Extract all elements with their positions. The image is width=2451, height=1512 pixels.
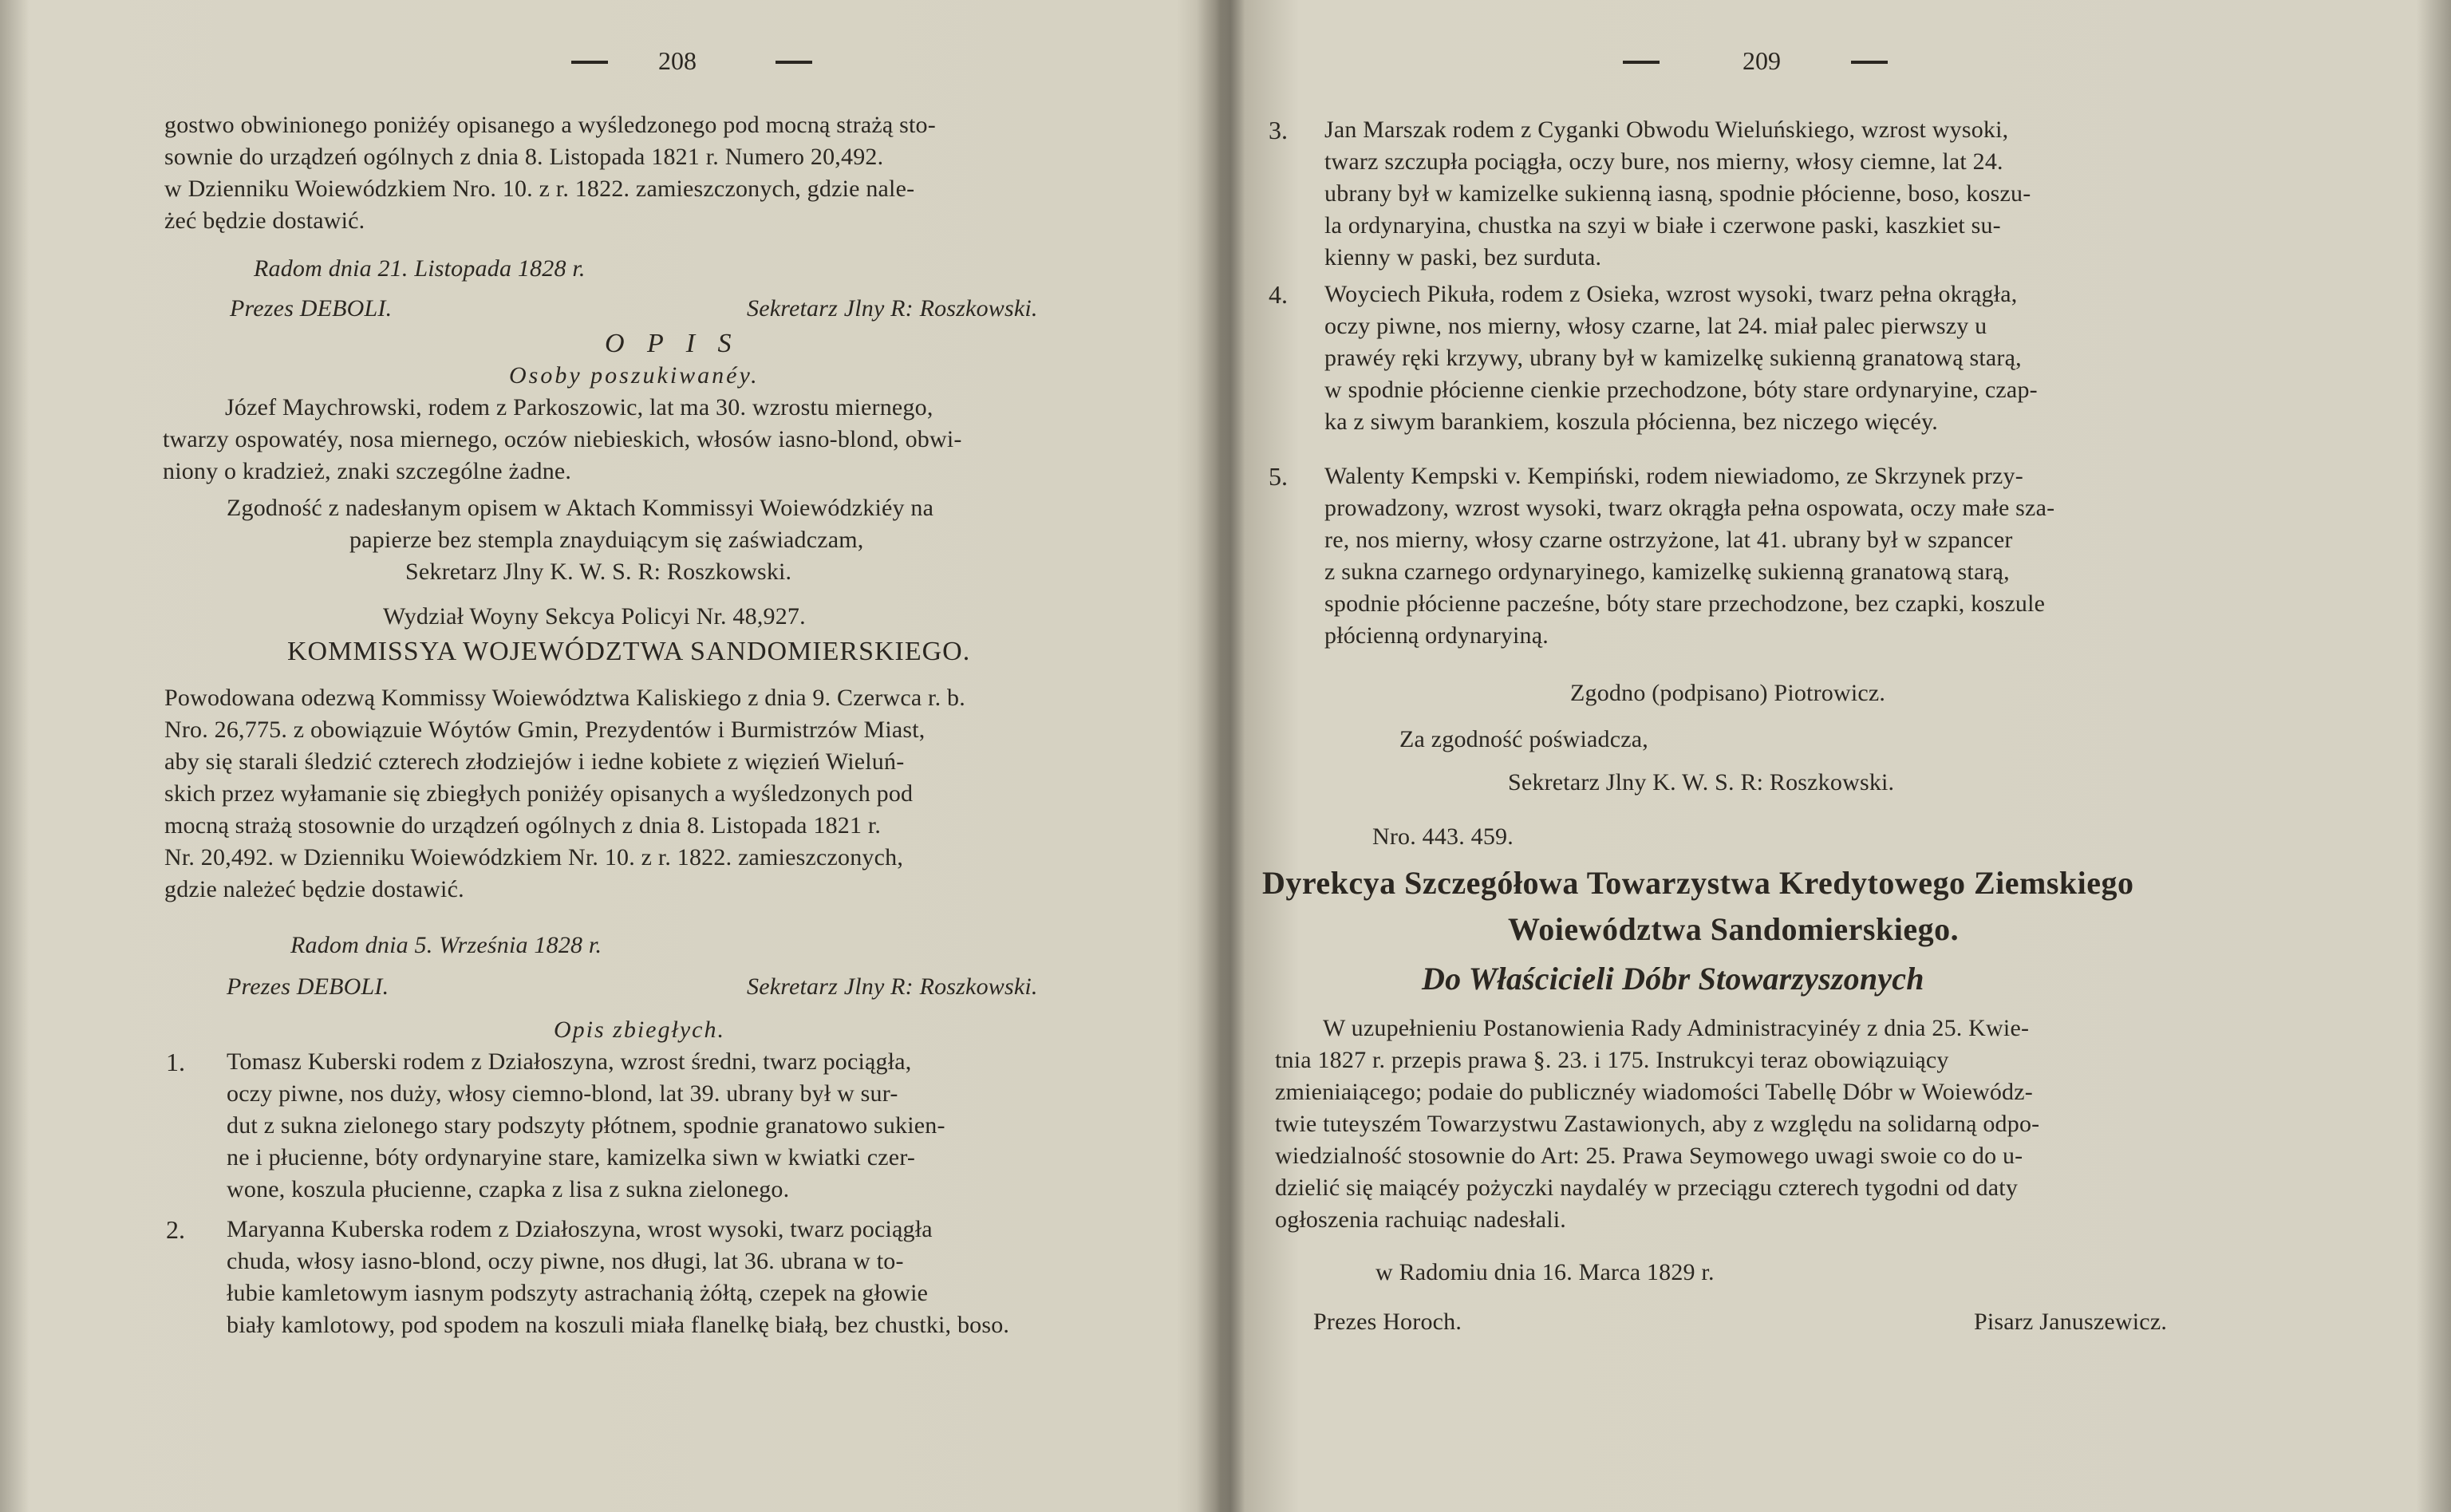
item-line: twarz szczupła pociągła, oczy bure, nos mierny, włosy ciemne, lat 24.: [1324, 148, 2003, 175]
right-page: [1219, 0, 2413, 1512]
item-number: 4.: [1269, 280, 1288, 309]
item-line: Jan Marszak rodem z Cyganki Obwodu Wieluńskiego, wzrost wysoki,: [1324, 116, 2009, 143]
date-line: Radom dnia 21. Listopada 1828 r.: [254, 255, 586, 282]
item-line: prawéy ręki krzywy, ubrany był w kamizelkę sukienną granatową starą,: [1324, 345, 2022, 371]
page-number-dash-left: [1623, 61, 1660, 64]
intro-line: sownie do urządzeń ogólnych z dnia 8. Listopada 1821 r. Numero 20,492.: [164, 144, 884, 170]
item-number: 5.: [1269, 462, 1288, 491]
zgodnosc-line: Sekretarz Jlny K. W. S. R: Roszkowski.: [405, 559, 792, 585]
opis-title: O P I S: [605, 329, 740, 358]
body-line: gdzie należeć będzie dostawić.: [164, 876, 464, 902]
page-number: 209: [1743, 46, 1781, 75]
nro-line: Nro. 443. 459.: [1372, 823, 1514, 850]
page-number-dash-right: [776, 61, 812, 64]
item-line: Walenty Kempski v. Kempiński, rodem niewiadomo, ze Skrzynek przy-: [1324, 463, 2023, 489]
signature-prezes: Prezes DEBOLI.: [227, 973, 389, 1000]
item-line: Tomasz Kuberski rodem z Działoszyna, wzrost średni, twarz pociągła,: [227, 1048, 912, 1075]
body-line: W uzupełnieniu Postanowienia Rady Administracyinéy z dnia 25. Kwie-: [1323, 1015, 2030, 1041]
opis-line: Józef Maychrowski, rodem z Parkoszowic, lat ma 30. wzrostu miernego,: [225, 394, 933, 420]
left-page: [32, 0, 1210, 1512]
item-number: 3.: [1269, 116, 1288, 144]
sekretarz-line: Sekretarz Jlny K. W. S. R: Roszkowski.: [1508, 769, 1895, 795]
signature-prezes: Prezes Horoch.: [1313, 1309, 1462, 1335]
intro-line: żeć będzie dostawić.: [164, 207, 365, 234]
page-number-dash-left: [571, 61, 608, 64]
item-line: re, nos mierny, włosy czarne ostrzyżone, lat 41. ubrany był w szpancer: [1324, 527, 2013, 553]
dyrekcya-heading: Dyrekcya Szczegółowa Towarzystwa Kredytowego Ziemskiego: [1262, 865, 2134, 901]
item-line: Woyciech Pikuła, rodem z Osieka, wzrost wysoki, twarz pełna okrągła,: [1324, 281, 2018, 307]
item-line: łubie kamletowym iasnym podszyty astrachanią żółtą, czepek na głowie: [227, 1280, 929, 1306]
zgodno-line: Zgodno (podpisano) Piotrowicz.: [1570, 680, 1886, 706]
item-line: oczy piwne, nos mierny, włosy czarne, lat 24. miał palec pierwszy u: [1324, 313, 1987, 339]
item-line: Maryanna Kuberska rodem z Działoszyna, wrost wysoki, twarz pociągła: [227, 1216, 933, 1242]
item-line: ka z siwym barankiem, koszula płócienna, bez niczego więcéy.: [1324, 409, 1938, 435]
opis-line: twarzy ospowatéy, nosa miernego, oczów niebieskich, włosów iasno-blond, obwi-: [163, 426, 962, 452]
body-line: zmieniaiącego; podaie do publicznéy wiadomości Tabellę Dóbr w Woiewódz-: [1275, 1079, 2033, 1105]
body-line: ogłoszenia rachuiąc nadesłali.: [1275, 1206, 1567, 1233]
body-line: dzielić się maiącéy pożyczki naydaléy w przeciągu czterech tygodni od daty: [1275, 1174, 2019, 1201]
signature-sekretarz: Sekretarz Jlny R: Roszkowski.: [747, 295, 1038, 322]
date-line: Radom dnia 5. Września 1828 r.: [290, 932, 602, 958]
body-line: wiedzialność stosownie do Art: 25. Prawa Seymowego uwagi swoie co do u-: [1275, 1143, 2023, 1169]
item-line: oczy piwne, nos duży, włosy ciemno-blond, lat 39. ubrany był w sur-: [227, 1080, 898, 1107]
item-line: prowadzony, wzrost wysoki, twarz okrągła pełna ospowata, oczy małe sza-: [1324, 495, 2055, 521]
body-line: mocną strażą stosownie do urządzeń ogólnych z dnia 8. Listopada 1821 r.: [164, 812, 882, 839]
page-number: 208: [658, 46, 697, 75]
item-line: ne i płucienne, bóty ordynaryine stare, kamizelka siwn w kwiatki czer-: [227, 1144, 916, 1171]
zgodnosc-line: Zgodność z nadesłanym opisem w Aktach Kommissyi Woiewódzkiéy na: [227, 495, 934, 521]
dyrekcya-subheading: Woiewództwa Sandomierskiego.: [1508, 911, 1960, 947]
opis-subtitle: Osoby poszukiwanéy.: [509, 362, 760, 389]
item-line: chuda, włosy iasno-blond, oczy piwne, nos długi, lat 36. ubrana w to-: [227, 1248, 904, 1274]
body-line: aby się starali śledzić czterech złodziejów i iedne kobiete z więzień Wieluń-: [164, 748, 905, 775]
body-line: Nr. 20,492. w Dzienniku Woiewódzkiem Nr. 10. z r. 1822. zamieszczonych,: [164, 844, 904, 870]
item-line: wone, koszula płucienne, czapka z lisa z sukna zielonego.: [227, 1176, 790, 1202]
item-line: płócienną ordynaryiną.: [1324, 622, 1549, 649]
opis-zbieglych-heading: Opis zbiegłych.: [554, 1017, 725, 1043]
za-zgodnosc-line: Za zgodność poświadcza,: [1399, 726, 1648, 752]
body-line: Powodowana odezwą Kommissy Woiewództwa Kaliskiego z dnia 9. Czerwca r. b.: [164, 685, 965, 711]
item-line: z sukna czarnego ordynaryinego, kamizelkę sukienną granatową starą,: [1324, 559, 2010, 585]
body-line: skich przez wyłamanie się zbiegłych poniżéy opisanych a wyśledzonych pod: [164, 780, 914, 807]
item-line: dut z sukna zielonego stary podszyty płótnem, spodnie granatowo sukien-: [227, 1112, 945, 1139]
body-line: twie tuteyszém Towarzystwu Zastawionych, aby z względu na solidarną odpo-: [1275, 1111, 2040, 1137]
intro-line: w Dzienniku Woiewódzkiem Nro. 10. z r. 1822. zamieszczonych, gdzie nale-: [164, 176, 915, 202]
item-number: 2.: [166, 1215, 185, 1244]
intro-line: gostwo obwinionego poniżéy opisanego a wyśledzonego pod mocną strażą sto-: [164, 112, 936, 138]
page-number-dash-right: [1851, 61, 1888, 64]
signature-pisarz: Pisarz Januszewicz.: [1974, 1309, 2168, 1335]
body-line: Nro. 26,775. z obowiązuie Wóytów Gmin, Prezydentów i Burmistrzów Miast,: [164, 717, 926, 743]
body-line: tnia 1827 r. przepis prawa §. 23. i 175. Instrukcyi teraz obowiązuiący: [1275, 1047, 1949, 1073]
wydzial-line: Wydział Woyny Sekcya Policyi Nr. 48,927.: [383, 603, 806, 630]
zgodnosc-line: papierze bez stempla znayduiącym się zaświadczam,: [349, 527, 864, 553]
item-line: ubrany był w kamizelke sukienną iasną, spodnie płócienne, boso, koszu-: [1324, 180, 2031, 207]
do-wlascicieli-heading: Do Właścicieli Dóbr Stowarzyszonych: [1422, 961, 1924, 997]
opis-line: niony o kradzież, znaki szczególne żadne.: [163, 458, 572, 484]
item-line: w spodnie płócienne cienkie przechodzone, bóty stare ordynaryine, czap-: [1324, 377, 2038, 403]
date-line: w Radomiu dnia 16. Marca 1829 r.: [1375, 1259, 1715, 1285]
signature-prezes: Prezes DEBOLI.: [230, 295, 393, 322]
signature-sekretarz: Sekretarz Jlny R: Roszkowski.: [747, 973, 1038, 1000]
item-line: kienny w paski, bez surduta.: [1324, 244, 1602, 270]
kommissya-heading: KOMMISSYA WOJEWÓDZTWA SANDOMIERSKIEGO.: [287, 637, 971, 666]
item-line: biały kamlotowy, pod spodem na koszuli miała flanelkę białą, bez chustki, boso.: [227, 1312, 1010, 1338]
item-line: spodnie płócienne pacześne, bóty stare przechodzone, bez czapki, koszule: [1324, 590, 2046, 617]
item-line: la ordynaryina, chustka na szyi w białe i czerwone paski, kaszkiet su-: [1324, 212, 2001, 239]
item-number: 1.: [166, 1048, 185, 1076]
